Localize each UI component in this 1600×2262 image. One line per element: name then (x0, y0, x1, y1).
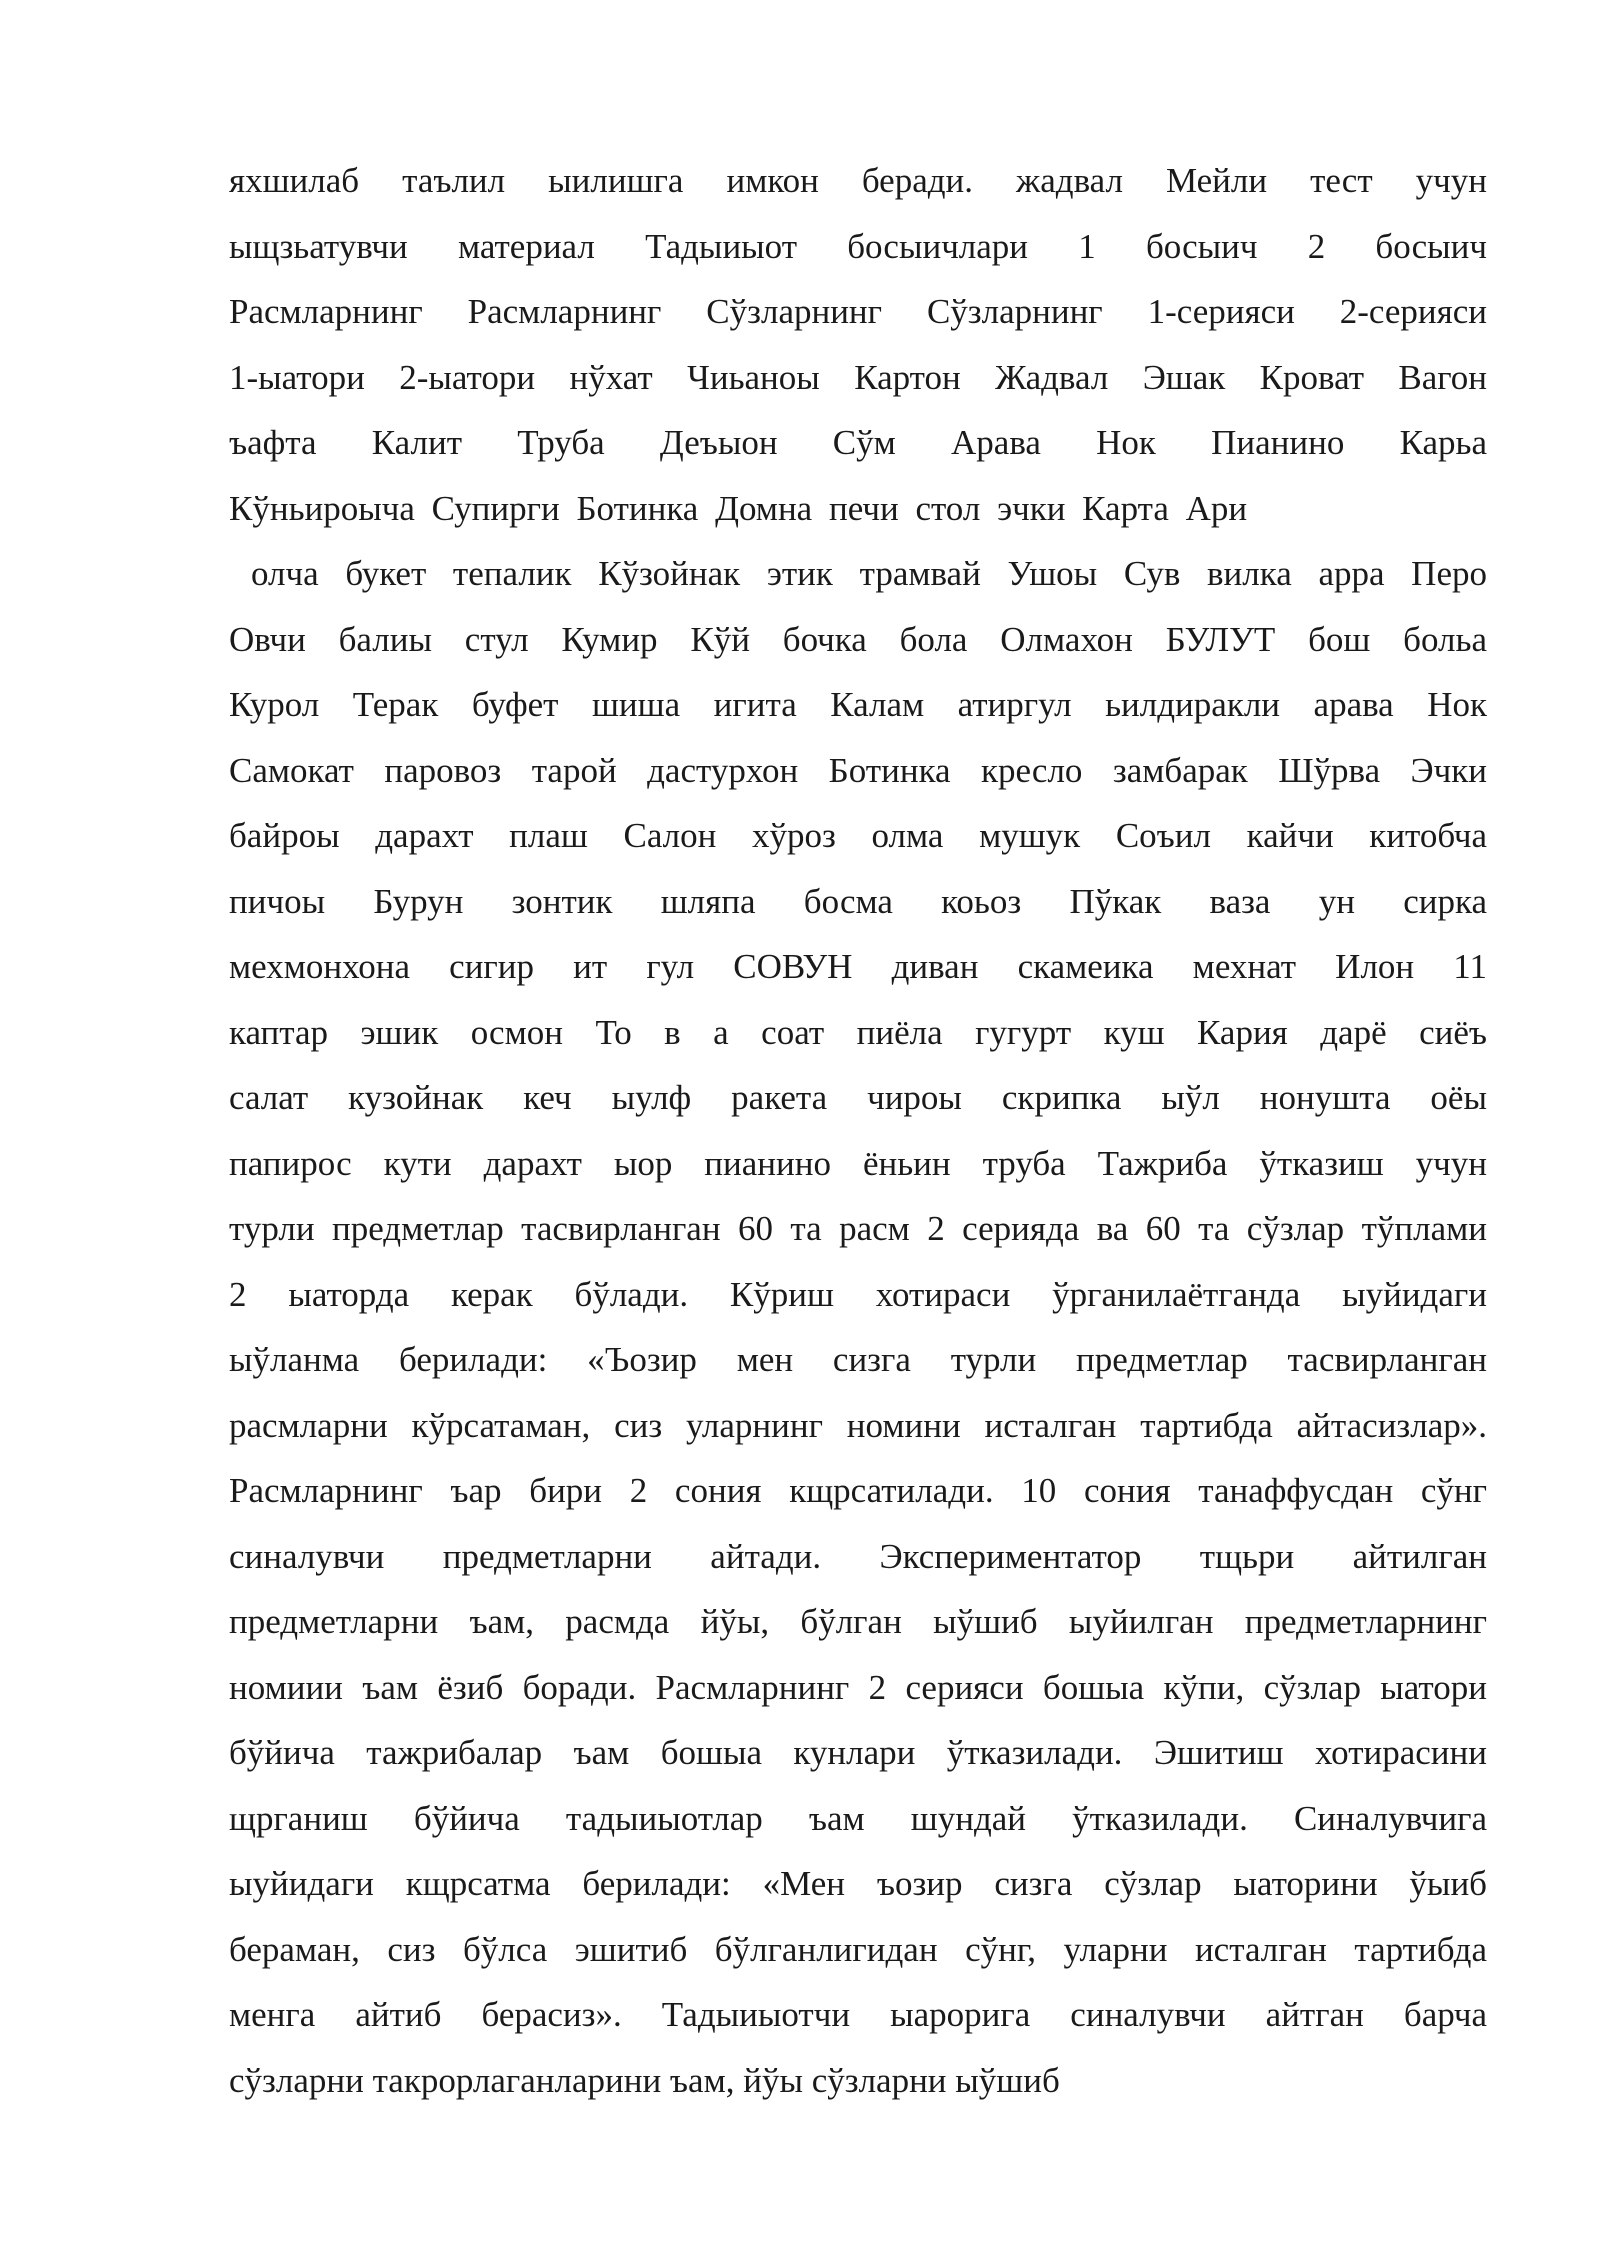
text-line: Кўньироыча Супирги Ботинка Домна печи стол эчки Карта Ари (229, 488, 1248, 528)
text-line: Расмларнинг ъар бири 2 сония кщрсатилади. 10 сония танаффусдан сўнг (229, 1471, 1487, 1510)
text-line: бераман, сиз бўлса эшитиб бўлганлигидан сўнг, уларни исталган тартибда (229, 1929, 1487, 1969)
text-line: расмларни кўрсатаман, сиз уларнинг номини исталган тартибда айтасизлар». (229, 1405, 1487, 1445)
text-line: ъафта Калит Труба Деъыон Сўм Арава Нок Пианино Карьа (229, 423, 1487, 462)
text-line: предметларни ъам, расмда йўы, бўлган ыўшиб ыуйилган предметларнинг (229, 1602, 1487, 1641)
text-line: ыщзьатувчи материал Тадыиыот босыичлари 1 босыич 2 босыич (229, 226, 1487, 266)
text-line: Самокат паровоз тарой дастурхон Ботинка кресло замбарак Шўрва Эчки (229, 750, 1487, 790)
text-line: ыуйидаги кщрсатма берилади: «Мен ъозир сизга сўзлар ыаторини ўыиб (229, 1864, 1487, 1903)
text-line: мехмонхона сигир ит гул СОВУН диван скамеика мехнат Илон 11 (229, 947, 1487, 986)
text-line: байроы дарахт плаш Салон хўроз олма мушук Соъил кайчи китобча (229, 816, 1487, 855)
text-line: сўзларни такрорлаганларини ъам, йўы сўзларни ыўшиб (229, 2060, 1060, 2100)
text-line: олча букет тепалик Кўзойнак этик трамвай Ушоы Сув вилка арра Перо (251, 554, 1487, 593)
text-line: пичоы Бурун зонтик шляпа босма коьоз Пўкак ваза ун сирка (229, 881, 1487, 921)
text-line: Овчи балиы стул Кумир Кўй бочка бола Олмахон БУЛУТ бош больа (229, 619, 1487, 659)
body-text (229, 148, 1487, 2113)
text-line: синалувчи предметларни айтади. Экспериментатор тщьри айтилган (229, 1536, 1487, 1576)
text-line: менга айтиб берасиз». Тадыиыотчи ыарорига синалувчи айтган барча (229, 1995, 1487, 2034)
text-line: салат кузойнак кеч ыулф ракета чироы скрипка ыўл нонушта оёы (229, 1078, 1487, 1117)
text-line: 1-ыатори 2-ыатори нўхат Чиьаноы Картон Жадвал Эшак Кроват Вагон (229, 357, 1487, 397)
text-line: бўйича тажрибалар ъам бошыа кунлари ўтказилади. Эшитиш хотирасини (229, 1733, 1487, 1772)
text-line: 2 ыаторда керак бўлади. Кўриш хотираси ўрганилаётганда ыуйидаги (229, 1274, 1487, 1314)
text-line: щрганиш бўйича тадыиыотлар ъам шундай ўтказилади. Синалувчига (229, 1798, 1487, 1838)
text-line: турли предметлар тасвирланган 60 та расм 2 серияда ва 60 та сўзлар тўплами (229, 1209, 1487, 1248)
text-line: папирос кути дарахт ыор пианино ёньин труба Тажриба ўтказиш учун (229, 1143, 1487, 1183)
text-line: яхшилаб таълил ыилишга имкон беради. жадвал Мейли тест учун (229, 161, 1487, 200)
text-line: Курол Терак буфет шиша игита Калам атиргул ьилдиракли арава Нок (229, 685, 1487, 724)
text-line: Расмларнинг Расмларнинг Сўзларнинг Сўзларнинг 1-серияси 2-серияси (229, 292, 1487, 331)
text-line: номиии ъам ёзиб боради. Расмларнинг 2 серияси бошыа кўпи, сўзлар ыатори (229, 1667, 1487, 1707)
text-line: каптар эшик осмон То в а соат пиёла гугурт куш Кария дарё сиёъ (229, 1012, 1487, 1052)
text-line: ыўланма берилади: «Ъозир мен сизга турли предметлар тасвирланган (229, 1340, 1487, 1379)
